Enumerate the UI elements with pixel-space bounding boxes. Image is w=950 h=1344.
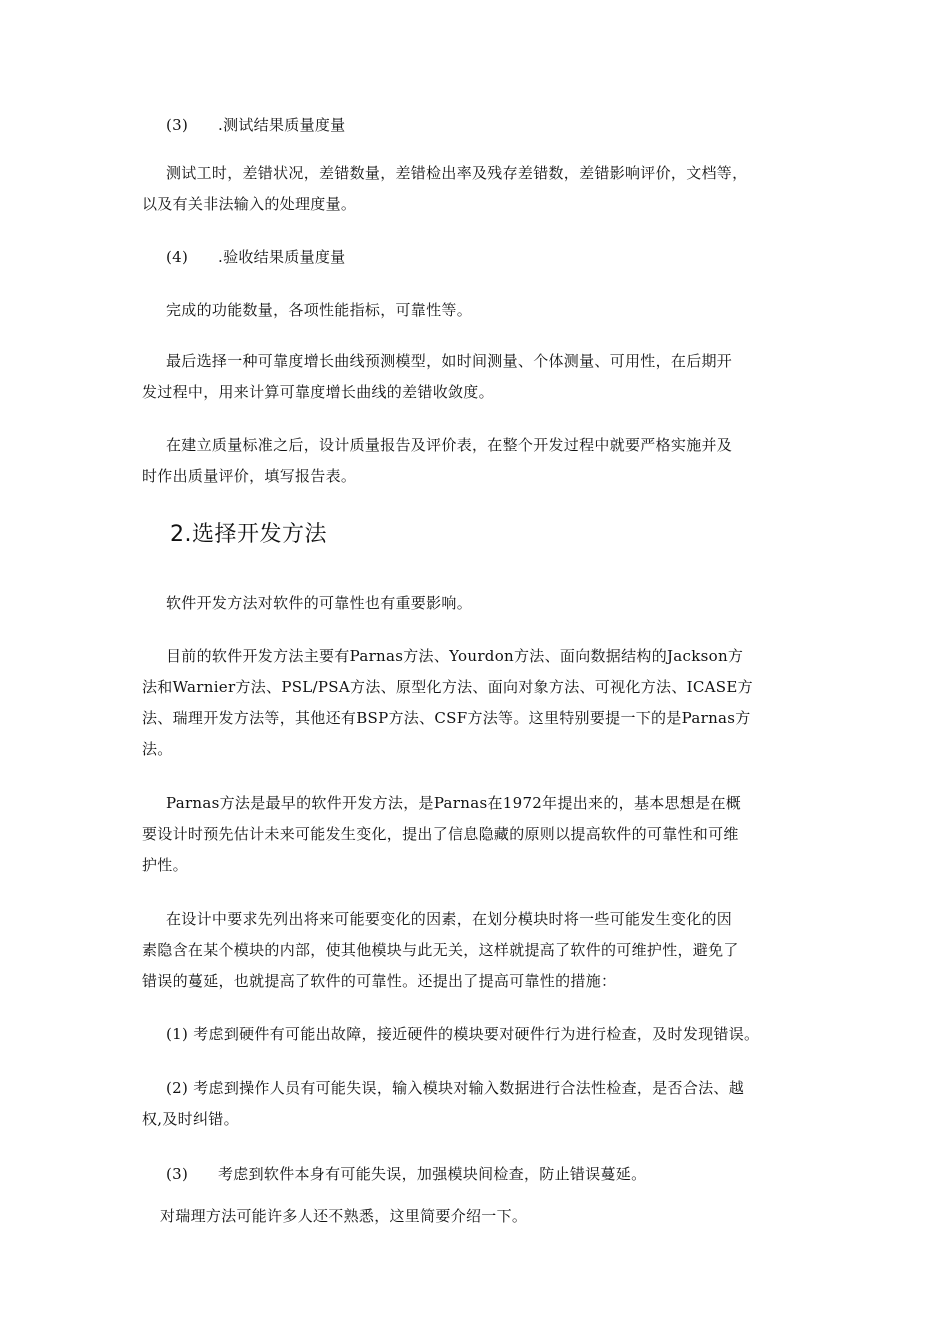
list-item-4-title (166, 242, 345, 273)
list-item-3-title (166, 110, 345, 141)
paragraph-last: 对瑞理方法可能许多人还不熟悉，这里简要介绍一下。 (160, 1207, 528, 1225)
paragraph-line: 错误的蔓延，也就提高了软件的可靠性。还提出了提高可靠性的措施： (142, 972, 617, 990)
list-number: (3) (166, 116, 189, 134)
paragraph-line: 法。 (142, 740, 173, 758)
paragraph-line: 测试工时，差错状况，差错数量，差错检出率及残存差错数，差错影响评价，文档等， (166, 164, 748, 182)
paragraph-line: 时作出质量评价，填写报告表。 (142, 467, 357, 485)
measure-1: (1) 考虑到硬件有可能出故障，接近硬件的模块要对硬件行为进行检查，及时发现错误。 (166, 1025, 760, 1043)
list-number: (4) (166, 248, 189, 266)
paragraph-quality-standard (142, 430, 732, 492)
measure-2 (142, 1073, 744, 1135)
section-heading: 2.选择开发方法 (170, 522, 327, 547)
paragraph-accept-metrics: 完成的功能数量，各项性能指标，可靠性等。 (166, 301, 473, 319)
paragraph-line: 要设计时预先估计未来可能发生变化，提出了信息隐藏的原则以提高软件的可靠性和可维 (142, 825, 739, 843)
paragraph-line: 法和Warnier方法、PSL/PSA方法、原型化方法、面向对象方法、可视化方法、ICASE方 (142, 678, 753, 696)
paragraph-parnas (142, 788, 741, 881)
list-text: .验收结果质量度量 (218, 248, 346, 266)
paragraph-dev-method: 软件开发方法对软件的可靠性也有重要影响。 (166, 594, 473, 612)
paragraph-line: (2) 考虑到操作人员有可能失误，输入模块对输入数据进行合法性检查，是否合法、越 (166, 1079, 745, 1097)
paragraph-line: 以及有关非法输入的处理度量。 (142, 195, 357, 213)
paragraph-line: 最后选择一种可靠度增长曲线预测模型，如时间测量、个体测量、可用性，在后期开 (166, 352, 733, 370)
list-text: .测试结果质量度量 (218, 116, 346, 134)
paragraph-reliability-model (142, 346, 732, 408)
paragraph-test-metrics (142, 158, 747, 220)
measure-3 (166, 1159, 646, 1190)
paragraph-line: 素隐含在某个模块的内部，使其他模块与此无关，这样就提高了软件的可维护性，避免了 (142, 941, 739, 959)
paragraph-methods-list (142, 641, 753, 765)
paragraph-design (142, 904, 739, 997)
paragraph-line: 目前的软件开发方法主要有Parnas方法、Yourdon方法、面向数据结构的Jackson方 (166, 647, 744, 665)
paragraph-line: Parnas方法是最早的软件开发方法，是Parnas在1972年提出来的，基本思想是在概 (166, 794, 742, 812)
paragraph-line: 权,及时纠错。 (142, 1110, 239, 1128)
paragraph-line: 法、瑞理开发方法等，其他还有BSP方法、CSF方法等。这里特别要提一下的是Parnas方 (142, 709, 751, 727)
list-text: 考虑到软件本身有可能失误，加强模块间检查，防止错误蔓延。 (218, 1165, 647, 1183)
paragraph-line: 在设计中要求先列出将来可能要变化的因素，在划分模块时将一些可能发生变化的因 (166, 910, 733, 928)
paragraph-line: 护性。 (142, 856, 188, 874)
list-number: (3) (166, 1165, 189, 1183)
paragraph-line: 发过程中，用来计算可靠度增长曲线的差错收敛度。 (142, 383, 494, 401)
paragraph-line: 在建立质量标准之后，设计质量报告及评价表，在整个开发过程中就要严格实施并及 (166, 436, 733, 454)
